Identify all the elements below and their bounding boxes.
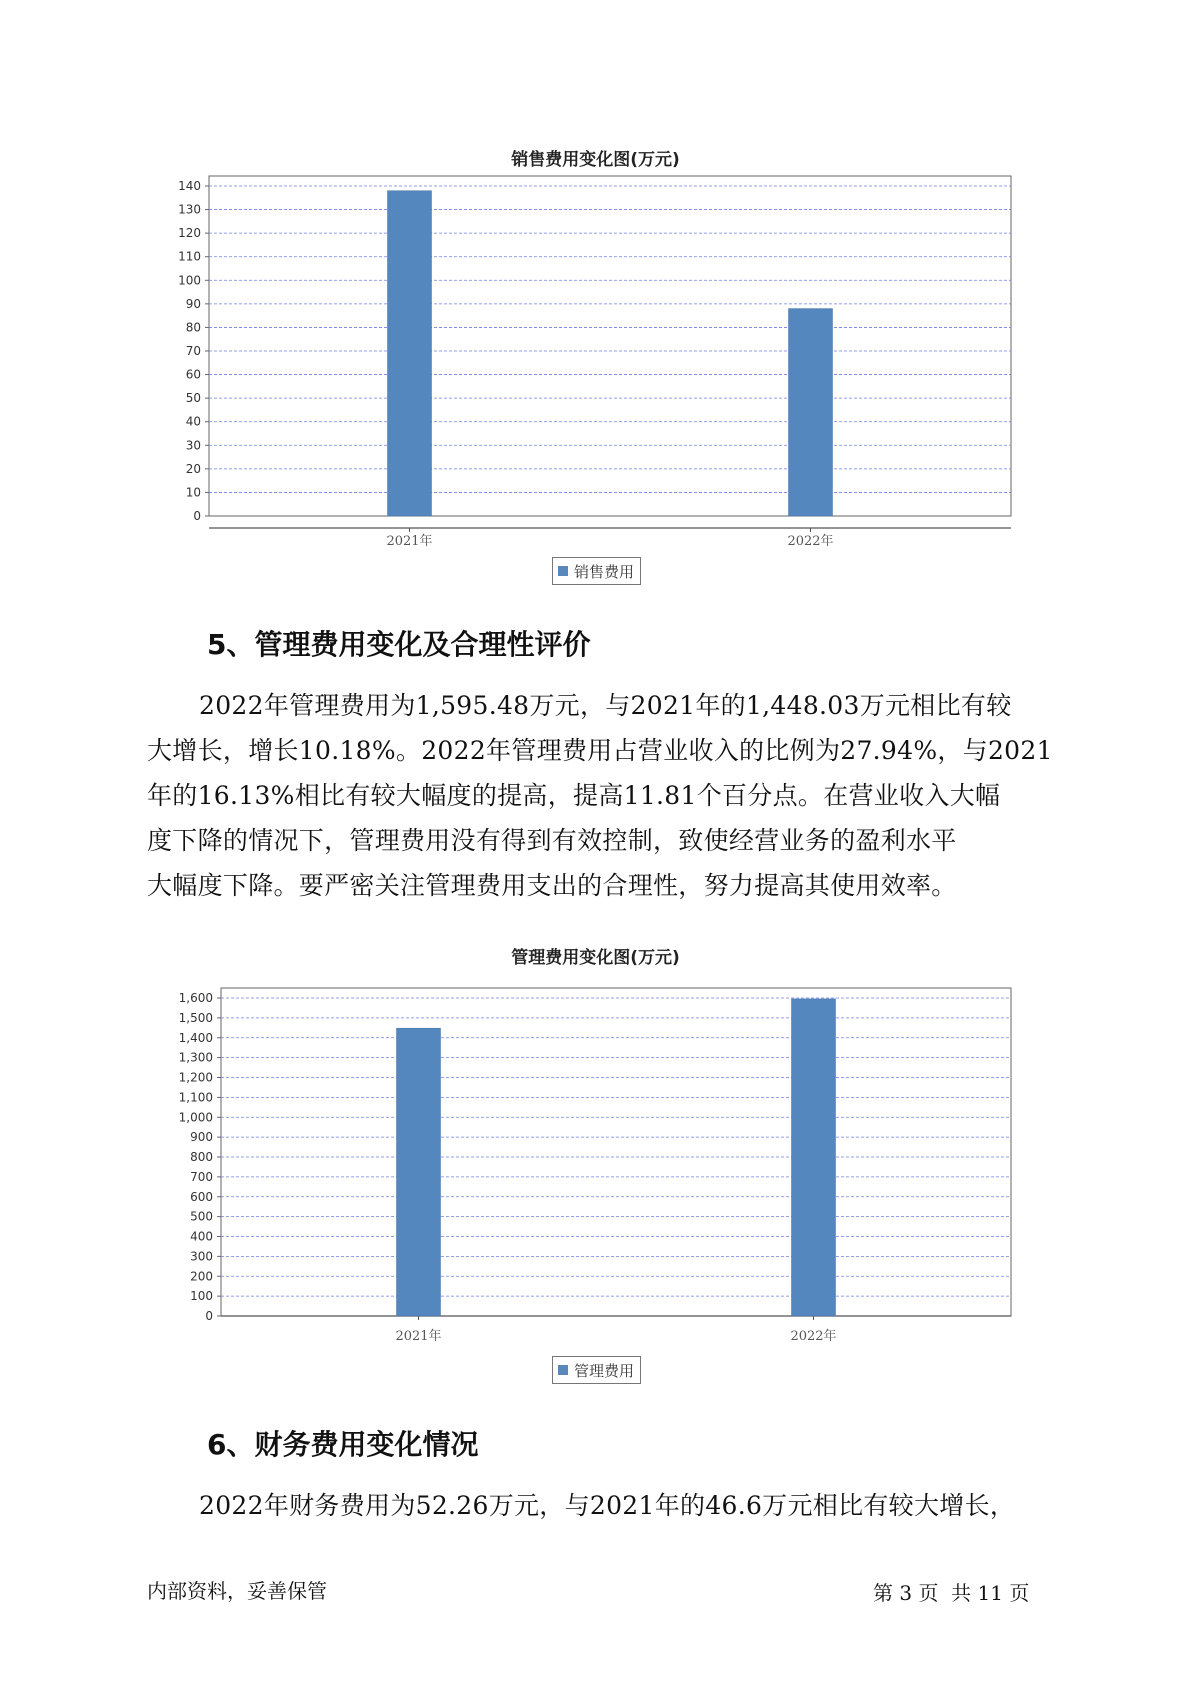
- section-6-paragraph: [147, 1483, 1047, 1528]
- y-tick-label: 1,600: [178, 991, 213, 1005]
- y-tick-label: 0: [205, 1309, 213, 1323]
- y-tick-label: 110: [178, 249, 201, 264]
- y-tick-label: 500: [190, 1209, 213, 1224]
- y-tick-label: 300: [190, 1249, 213, 1264]
- chart-title-sales-expense: 销售费用变化图(万元): [511, 150, 680, 170]
- bar-2022年: [792, 999, 836, 1316]
- y-tick-label: 1,300: [178, 1050, 213, 1065]
- chart-legend-sales-expense: [552, 557, 641, 585]
- y-tick-label: 1,500: [178, 1010, 213, 1025]
- bar-2022年: [789, 309, 833, 516]
- chart-title-admin-expense: 管理费用变化图(万元): [511, 948, 680, 968]
- x-tick-label: 2021年: [395, 1329, 442, 1344]
- bar-2021年: [388, 191, 432, 516]
- legend-swatch: [558, 1365, 568, 1375]
- y-tick-label: 10: [185, 485, 201, 500]
- y-tick-label: 80: [185, 320, 201, 335]
- y-tick-label: 70: [185, 344, 201, 358]
- paragraph-line: 年的16.13%相比有较大幅度的提高，提高11.81个百分点。在营业收入大幅: [147, 781, 1001, 810]
- y-tick-label: 120: [178, 226, 201, 241]
- section-6-heading: 6、财务费用变化情况: [207, 1428, 479, 1461]
- y-tick-label: 900: [190, 1130, 213, 1145]
- y-tick-label: 1,000: [178, 1110, 213, 1125]
- y-tick-label: 1,100: [178, 1090, 213, 1105]
- paragraph-line: 2022年管理费用为1,595.48万元，与2021年的1,448.03万元相比有较: [199, 691, 1012, 720]
- y-tick-label: 100: [190, 1289, 213, 1304]
- chart-legend-admin-expense: [552, 1356, 641, 1384]
- y-tick-label: 40: [185, 414, 201, 429]
- y-tick-label: 0: [193, 509, 201, 523]
- paragraph-line: 大增长，增长10.18%。2022年管理费用占营业收入的比例为27.94%，与2021: [147, 736, 1053, 765]
- sales-expense-chart: [0, 160, 1191, 580]
- y-tick-label: 60: [185, 367, 201, 382]
- x-tick-label: 2022年: [790, 1329, 837, 1344]
- footer-page-number: 第 3 页 共 11 页: [873, 1581, 1030, 1605]
- y-tick-label: 1,400: [178, 1030, 213, 1045]
- y-tick-label: 90: [185, 296, 201, 311]
- x-tick-label: 2022年: [787, 534, 834, 549]
- y-tick-label: 400: [190, 1229, 213, 1244]
- legend-swatch: [558, 566, 568, 576]
- y-tick-label: 140: [178, 179, 201, 193]
- legend-label: 管理费用: [574, 1361, 635, 1380]
- section-5-paragraph: [147, 683, 1053, 908]
- plot-area: [209, 176, 1011, 516]
- admin-expense-chart: [0, 960, 1191, 1360]
- y-tick-label: 600: [190, 1189, 213, 1204]
- y-tick-label: 20: [185, 461, 201, 476]
- paragraph-line: 大幅度下降。要严密关注管理费用支出的合理性，努力提高其使用效率。: [147, 871, 957, 900]
- x-tick-label: 2021年: [386, 534, 433, 549]
- legend-label: 销售费用: [574, 562, 635, 581]
- y-tick-label: 30: [185, 438, 201, 453]
- paragraph-line: 2022年财务费用为52.26万元，与2021年的46.6万元相比有较大增长，: [199, 1491, 1016, 1520]
- y-tick-label: 200: [190, 1269, 213, 1284]
- y-tick-label: 100: [178, 273, 201, 288]
- y-tick-label: 800: [190, 1150, 213, 1164]
- y-tick-label: 50: [185, 391, 201, 406]
- y-tick-label: 1,200: [178, 1070, 213, 1085]
- y-tick-label: 130: [178, 202, 201, 217]
- section-5-heading: 5、管理费用变化及合理性评价: [207, 628, 591, 661]
- footer-confidential-note: 内部资料，妥善保管: [147, 1579, 327, 1603]
- y-tick-label: 700: [190, 1169, 213, 1184]
- paragraph-line: 度下降的情况下，管理费用没有得到有效控制，致使经营业务的盈利水平: [147, 826, 957, 855]
- bar-2021年: [397, 1028, 441, 1316]
- plot-area: [221, 988, 1011, 1316]
